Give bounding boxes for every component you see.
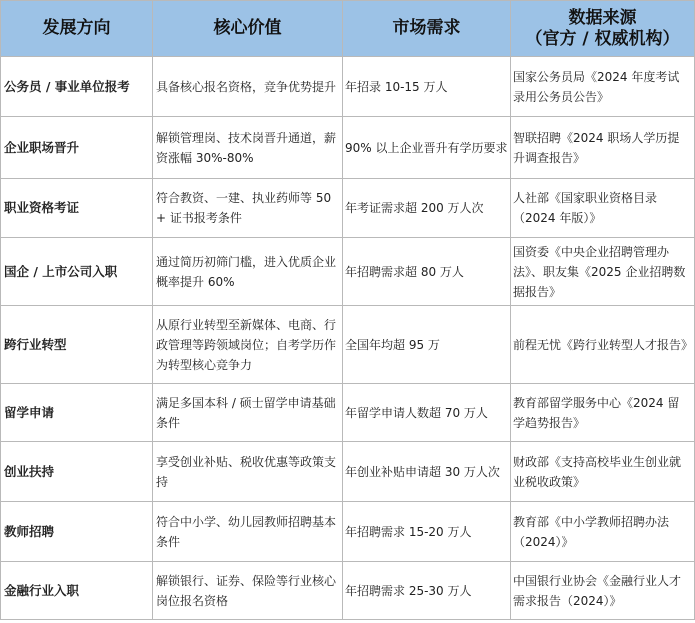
source-cell: 智联招聘《2024 职场人学历提升调查报告》 (511, 117, 695, 179)
source-cell: 中国银行业协会《金融行业人才需求报告（2024）》 (511, 562, 695, 620)
demand-cell: 年留学申请人数超 70 万人 (343, 384, 511, 442)
demand-cell: 90% 以上企业晋升有学历要求 (343, 117, 511, 179)
table-row (1, 562, 695, 620)
direction-cell: 公务员 / 事业单位报考 (1, 57, 153, 117)
header-value: 核心价值 (153, 1, 343, 57)
value-cell: 通过简历初筛门槛，进入优质企业概率提升 60% (153, 238, 343, 306)
source-cell: 国家公务员局《2024 年度考试录用公务员公告》 (511, 57, 695, 117)
source-cell: 前程无忧《跨行业转型人才报告》 (511, 306, 695, 384)
demand-cell: 年考证需求超 200 万人次 (343, 179, 511, 238)
table-row (1, 179, 695, 238)
table-row (1, 57, 695, 117)
demand-cell: 年创业补贴申请超 30 万人次 (343, 442, 511, 502)
value-cell: 解锁银行、证券、保险等行业核心岗位报名资格 (153, 562, 343, 620)
table-row (1, 502, 695, 562)
direction-cell: 职业资格考证 (1, 179, 153, 238)
direction-cell: 跨行业转型 (1, 306, 153, 384)
header-direction: 发展方向 (1, 1, 153, 57)
direction-cell: 金融行业入职 (1, 562, 153, 620)
value-cell: 符合中小学、幼儿园教师招聘基本条件 (153, 502, 343, 562)
source-cell: 人社部《国家职业资格目录（2024 年版）》 (511, 179, 695, 238)
source-cell: 教育部留学服务中心《2024 留学趋势报告》 (511, 384, 695, 442)
header-row (1, 1, 695, 57)
direction-cell: 教师招聘 (1, 502, 153, 562)
demand-cell: 年招聘需求 25-30 万人 (343, 562, 511, 620)
value-cell: 满足多国本科 / 硕士留学申请基础条件 (153, 384, 343, 442)
value-cell: 从原行业转型至新媒体、电商、行政管理等跨领域岗位；自考学历作为转型核心竞争力 (153, 306, 343, 384)
source-cell: 国资委《中央企业招聘管理办法》、职友集《2025 企业招聘数据报告》 (511, 238, 695, 306)
table-row (1, 306, 695, 384)
table-row (1, 442, 695, 502)
value-cell: 符合教资、一建、执业药师等 50 + 证书报考条件 (153, 179, 343, 238)
value-cell: 具备核心报名资格，竞争优势提升 (153, 57, 343, 117)
demand-cell: 年招录 10-15 万人 (343, 57, 511, 117)
direction-cell: 留学申请 (1, 384, 153, 442)
value-cell: 解锁管理岗、技术岗晋升通道，薪资涨幅 30%-80% (153, 117, 343, 179)
demand-cell: 年招聘需求 15-20 万人 (343, 502, 511, 562)
source-cell: 教育部《中小学教师招聘办法（2024）》 (511, 502, 695, 562)
header-source-line2: （官方 / 权威机构） (525, 28, 680, 49)
header-source (511, 1, 695, 57)
table-row (1, 238, 695, 306)
header-source-line1: 数据来源 (568, 7, 637, 28)
source-cell: 财政部《支持高校毕业生创业就业税收政策》 (511, 442, 695, 502)
direction-cell: 企业职场晋升 (1, 117, 153, 179)
demand-cell: 全国年均超 95 万 (343, 306, 511, 384)
direction-cell: 国企 / 上市公司入职 (1, 238, 153, 306)
value-cell: 享受创业补贴、税收优惠等政策支持 (153, 442, 343, 502)
direction-cell: 创业扶持 (1, 442, 153, 502)
table-row (1, 384, 695, 442)
header-demand: 市场需求 (343, 1, 511, 57)
table-row (1, 117, 695, 179)
demand-cell: 年招聘需求超 80 万人 (343, 238, 511, 306)
